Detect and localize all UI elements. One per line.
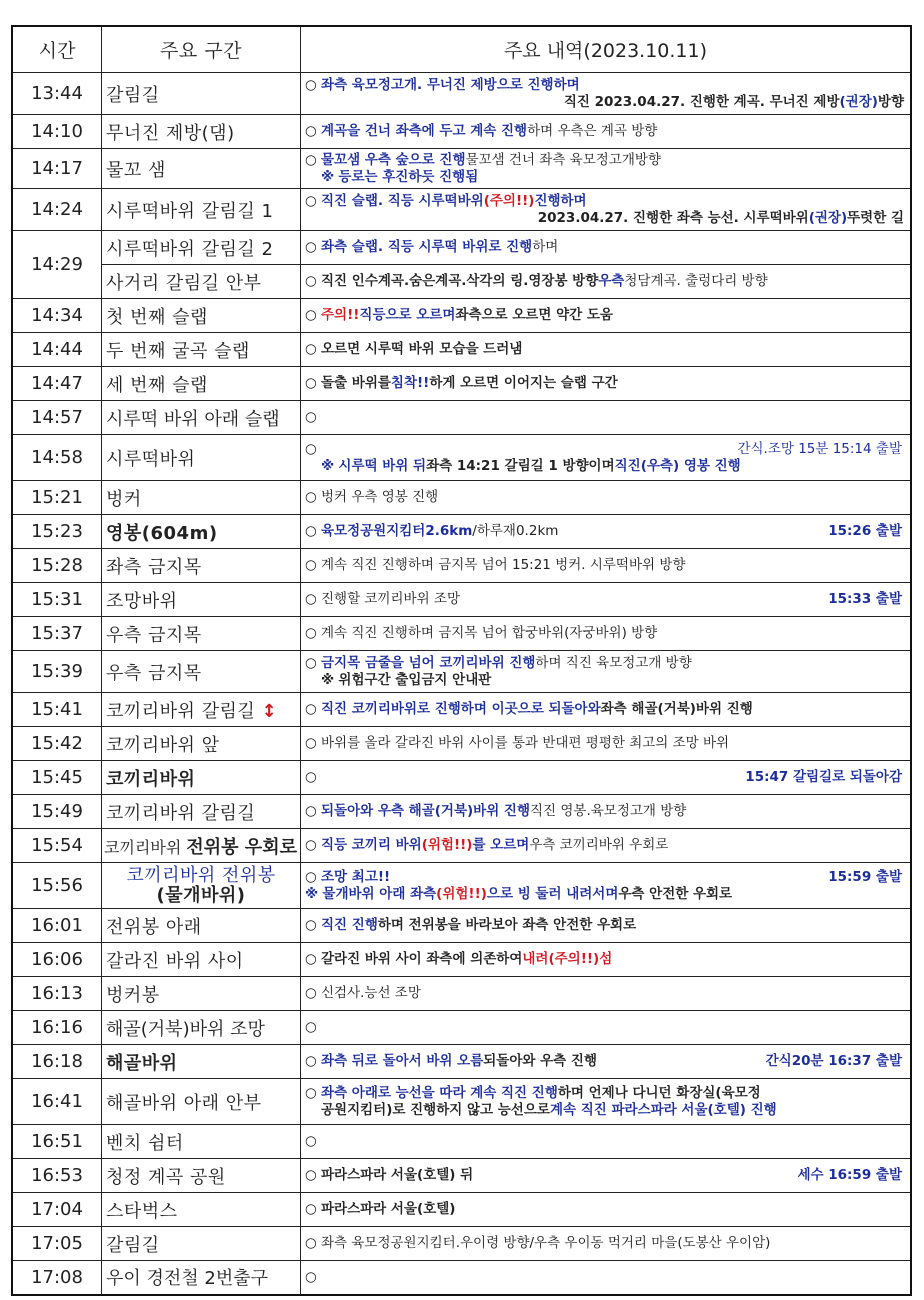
- table-row: [12, 909, 911, 943]
- circle-marker: ○: [305, 868, 317, 885]
- detail-cell: [301, 1125, 912, 1159]
- time-cell: 16:41: [12, 1079, 102, 1125]
- section-cell: 벙커봉: [102, 977, 301, 1011]
- table-row: [12, 367, 911, 401]
- detail-cell: [301, 583, 912, 617]
- detail-cell: [301, 115, 912, 149]
- time-cell: 14:24: [12, 189, 102, 231]
- detail-text: 간식.조망 15분 15:14 출발: [737, 440, 902, 457]
- detail-cell: [301, 401, 912, 435]
- detail-text: 15:59 출발: [828, 868, 902, 885]
- detail-text: 간식20분 16:37 출발: [765, 1053, 902, 1069]
- detail-cell: [301, 481, 912, 515]
- detail-text: 하게 오르면 이어지는 슬랩 구간: [429, 375, 618, 391]
- section-cell: 시루떡바위 갈림길 1: [102, 189, 301, 231]
- table-row: [12, 401, 911, 435]
- detail-cell: [301, 549, 912, 583]
- detail-cell: [301, 189, 912, 231]
- up-down-arrow-icon: ↕: [261, 700, 278, 722]
- time-cell: 15:23: [12, 515, 102, 549]
- detail-text: 좌측 육모정공원지킴터.우이령 방향/우측 우이동 먹거리 마을(도봉산 우이암): [321, 1235, 771, 1251]
- detail-text: (위험!!): [421, 837, 473, 853]
- section-cell: [102, 829, 301, 863]
- section-cell: 물꼬 샘: [102, 149, 301, 189]
- detail-text: 우측 안전한 우회로: [618, 885, 733, 902]
- detail-text: 주의!!: [321, 307, 360, 323]
- circle-marker: ○: [305, 917, 317, 933]
- time-cell: 14:47: [12, 367, 102, 401]
- detail-text: 우측 코끼리바위 우회로: [529, 837, 669, 853]
- time-cell: 14:58: [12, 435, 102, 481]
- time-cell: 16:01: [12, 909, 102, 943]
- detail-text: 좌측 뒤로 돌아서 바위 오름: [321, 1053, 484, 1069]
- section-cell: 좌측 금지목: [102, 549, 301, 583]
- table-row: [12, 617, 911, 651]
- time-cell: 15:45: [12, 761, 102, 795]
- detail-text: 물꼬샘 우측 숲으로 진행: [321, 151, 466, 168]
- section-label-bold: 전위봉 우회로: [186, 836, 297, 858]
- detail-text: 15:26 출발: [828, 523, 902, 539]
- detail-text: 좌측 14:21 갈림길 1 방향이며: [426, 457, 615, 474]
- table-row: [12, 1193, 911, 1227]
- detail-text: 진행할 코끼리바위 조망: [321, 591, 460, 607]
- time-cell: 15:41: [12, 693, 102, 727]
- detail-text: (권장): [808, 209, 848, 226]
- detail-text: 를 오르며: [472, 837, 530, 853]
- time-cell: 15:21: [12, 481, 102, 515]
- time-cell: 15:39: [12, 651, 102, 693]
- circle-marker: ○: [305, 341, 317, 357]
- circle-marker: ○: [305, 523, 317, 539]
- detail-text: 계곡을 건너 좌측에 두고 계속 진행: [321, 123, 528, 139]
- circle-marker: ○: [305, 273, 317, 289]
- section-cell: 세 번째 슬랩: [102, 367, 301, 401]
- detail-text: 직진 인수계곡.숨은계곡.삭각의 링.영장봉 방향: [321, 273, 599, 289]
- time-cell: 16:51: [12, 1125, 102, 1159]
- detail-text: 직진 영봉.육모정고개 방향: [530, 803, 687, 819]
- detail-cell: [301, 909, 912, 943]
- table-row: [12, 231, 911, 265]
- circle-marker: ○: [305, 1084, 317, 1101]
- table-row: [12, 583, 911, 617]
- section-cell: 우측 금지목: [102, 651, 301, 693]
- time-cell: 15:49: [12, 795, 102, 829]
- table-row: [12, 481, 911, 515]
- table-row: [12, 299, 911, 333]
- time-cell: 14:57: [12, 401, 102, 435]
- table-row: [12, 651, 911, 693]
- time-cell: 14:34: [12, 299, 102, 333]
- time-cell: 14:44: [12, 333, 102, 367]
- detail-text: 2023.04.27. 진행한 좌측 능선. 시루떡바위: [537, 209, 809, 226]
- section-cell: [102, 693, 301, 727]
- section-cell: 시루떡바위: [102, 435, 301, 481]
- circle-marker: ○: [305, 985, 317, 1001]
- section-cell: 시루떡바위 갈림길 2: [102, 231, 301, 265]
- detail-text: 계속 직진 진행하며 금지목 넘어 15:21 벙커. 시루떡바위 방향: [321, 557, 686, 573]
- detail-text: 파라스파라 서울(호텔) 뒤: [321, 1167, 474, 1183]
- circle-marker: ○: [305, 803, 317, 819]
- section-cell: 무너진 제방(댐): [102, 115, 301, 149]
- detail-cell: [301, 795, 912, 829]
- detail-cell: [301, 1261, 912, 1295]
- detail-cell: [301, 943, 912, 977]
- circle-marker: ○: [305, 239, 317, 255]
- circle-marker: ○: [305, 151, 317, 168]
- circle-marker: ○: [305, 192, 317, 209]
- table-row: [12, 693, 911, 727]
- detail-text: 직진 슬랩. 직등 시루떡바위: [321, 192, 484, 209]
- section-cell: 전위봉 아래: [102, 909, 301, 943]
- time-cell: 16:13: [12, 977, 102, 1011]
- section-cell: 해골바위 아래 안부: [102, 1079, 301, 1125]
- detail-text: 우측: [598, 273, 625, 289]
- detail-text: 파라스파라 서울(호텔): [321, 1201, 456, 1217]
- detail-cell: [301, 863, 912, 909]
- table-row: [12, 727, 911, 761]
- section-label-sub: (물개바위): [156, 884, 246, 906]
- note-marker: ※: [321, 168, 335, 185]
- circle-marker: ○: [305, 1133, 317, 1149]
- circle-marker: ○: [305, 76, 317, 93]
- circle-marker: ○: [305, 489, 317, 505]
- detail-cell: [301, 299, 912, 333]
- table-row: [12, 265, 911, 299]
- section-cell: 갈림길: [102, 1227, 301, 1261]
- section-cell: 조망바위: [102, 583, 301, 617]
- detail-cell: [301, 829, 912, 863]
- circle-marker: ○: [305, 654, 317, 671]
- detail-cell: [301, 515, 912, 549]
- detail-text: 진행하며: [534, 192, 587, 209]
- time-cell: 15:56: [12, 863, 102, 909]
- time-cell: 14:29: [12, 231, 102, 299]
- detail-cell: [301, 1079, 912, 1125]
- time-cell: 17:04: [12, 1193, 102, 1227]
- detail-text: 으로 빙 둘러 내려서며: [486, 885, 619, 902]
- circle-marker: ○: [305, 1167, 317, 1183]
- detail-text: 계속 직진 파라스파라 서울(호텔) 진행: [549, 1101, 777, 1118]
- section-cell: 코끼리바위 앞: [102, 727, 301, 761]
- table-row: [12, 1045, 911, 1079]
- section-label: 코끼리바위 갈림길: [106, 700, 256, 722]
- table-row: [12, 863, 911, 909]
- detail-cell: [301, 149, 912, 189]
- detail-text: 침착!!: [390, 375, 430, 391]
- detail-text: 직등으로 오르며: [359, 307, 456, 323]
- detail-cell: [301, 333, 912, 367]
- detail-cell: [301, 1011, 912, 1045]
- time-cell: 17:05: [12, 1227, 102, 1261]
- table-row: [12, 1011, 911, 1045]
- section-cell: 첫 번째 슬랩: [102, 299, 301, 333]
- detail-text: 공원지킴터)로 진행하지 않고 능선으로: [321, 1101, 550, 1118]
- detail-text: 하며 직진 육모정고개 방향: [535, 654, 692, 671]
- detail-text: /하루재0.2km: [472, 523, 559, 539]
- detail-cell: [301, 1193, 912, 1227]
- header-detail: 주요 내역(2023.10.11): [301, 26, 912, 73]
- circle-marker: ○: [305, 769, 317, 785]
- table-row: [12, 435, 911, 481]
- detail-text: 15:47 갈림길로 되돌아감: [745, 769, 902, 785]
- circle-marker: ○: [305, 1201, 317, 1217]
- section-cell: 우이 경전철 2번출구: [102, 1261, 301, 1295]
- circle-marker: ○: [305, 1019, 317, 1035]
- detail-text: 물개바위 아래 좌측: [322, 885, 437, 902]
- detail-text: 하며: [532, 239, 559, 255]
- time-cell: 13:44: [12, 73, 102, 115]
- detail-cell: [301, 761, 912, 795]
- section-cell: 갈림길: [102, 73, 301, 115]
- header-section: 주요 구간: [102, 26, 301, 73]
- detail-cell: [301, 977, 912, 1011]
- section-cell: 해골바위: [102, 1045, 301, 1079]
- detail-text: 직진 2023.04.27. 진행한 계곡. 무너진 제방: [563, 93, 840, 110]
- circle-marker: ○: [305, 375, 317, 391]
- detail-text: 청담계곡. 출렁다리 방향: [624, 273, 768, 289]
- header-row: [12, 26, 911, 73]
- circle-marker: ○: [305, 701, 317, 717]
- time-cell: 16:53: [12, 1159, 102, 1193]
- table-row: [12, 1079, 911, 1125]
- table-row: [12, 149, 911, 189]
- time-cell: 16:06: [12, 943, 102, 977]
- detail-text: 좌측 아래로 능선을 따라 계속 직진 진행: [321, 1084, 558, 1101]
- detail-text: 직진(우측) 영봉 진행: [614, 457, 741, 474]
- detail-text: 방향: [877, 93, 904, 110]
- detail-text: 좌측으로 오르면 약간 도움: [455, 307, 613, 323]
- circle-marker: ○: [305, 625, 317, 641]
- detail-cell: [301, 727, 912, 761]
- detail-text: 조망 최고!!: [321, 868, 391, 885]
- time-cell: 16:18: [12, 1045, 102, 1079]
- table-row: [12, 1227, 911, 1261]
- table-row: [12, 943, 911, 977]
- section-cell: 사거리 갈림길 안부: [102, 265, 301, 299]
- detail-cell: [301, 435, 912, 481]
- table-row: [12, 1261, 911, 1295]
- detail-cell: [301, 231, 912, 265]
- section-cell: 벤치 쉼터: [102, 1125, 301, 1159]
- detail-text: 직등 코끼리 바위: [321, 837, 422, 853]
- detail-text: 육모정공원지킴터2.6km: [321, 523, 473, 539]
- circle-marker: ○: [305, 440, 317, 457]
- time-cell: 15:31: [12, 583, 102, 617]
- section-cell: 스타벅스: [102, 1193, 301, 1227]
- detail-text: 오르면 시루떡 바위 모습을 드러냄: [321, 341, 523, 357]
- circle-marker: ○: [305, 735, 317, 751]
- circle-marker: ○: [305, 1053, 317, 1069]
- table-row: [12, 1125, 911, 1159]
- detail-text: 벙커 우측 영봉 진행: [321, 489, 439, 505]
- detail-text: 하며 우측은 계곡 방향: [527, 123, 658, 139]
- detail-text: 좌측 슬랩. 직등 시루떡 바위로 진행: [321, 239, 533, 255]
- detail-text: 15:33 출발: [828, 591, 902, 607]
- detail-text: 직진 진행: [321, 917, 378, 933]
- time-cell: 14:10: [12, 115, 102, 149]
- table-row: [12, 333, 911, 367]
- circle-marker: ○: [305, 1268, 317, 1285]
- detail-cell: [301, 617, 912, 651]
- time-cell: 17:08: [12, 1261, 102, 1295]
- section-cell: 영봉(604m): [102, 515, 301, 549]
- section-cell: 두 번째 굴곡 슬랩: [102, 333, 301, 367]
- detail-cell: [301, 265, 912, 299]
- circle-marker: ○: [305, 123, 317, 139]
- detail-text: 금지목 금줄을 넘어 코끼리바위 진행: [321, 654, 536, 671]
- section-cell: 시루떡 바위 아래 슬랩: [102, 401, 301, 435]
- section-cell: 청정 계곡 공원: [102, 1159, 301, 1193]
- circle-marker: ○: [305, 951, 317, 967]
- section-cell: 갈라진 바위 사이: [102, 943, 301, 977]
- section-cell: 코끼리바위 갈림길: [102, 795, 301, 829]
- detail-cell: [301, 693, 912, 727]
- detail-text: 되돌아와 우측 해골(거북)바위 진행: [321, 803, 531, 819]
- detail-text: 바위를 올라 갈라진 바위 사이를 통과 반대편 평평한 최고의 조망 바위: [321, 735, 730, 751]
- time-cell: 15:37: [12, 617, 102, 651]
- course-log-table: [11, 25, 912, 1296]
- table-row: [12, 1159, 911, 1193]
- detail-text: (권장): [839, 93, 878, 110]
- detail-text: 하며 전위봉을 바라보아 좌측 안전한 우회로: [377, 917, 637, 933]
- detail-text: 돌출 바위를: [321, 375, 391, 391]
- time-cell: 15:28: [12, 549, 102, 583]
- detail-cell: [301, 367, 912, 401]
- detail-cell: [301, 1045, 912, 1079]
- detail-cell: [301, 1227, 912, 1261]
- detail-text: 물꼬샘 건너 좌측 육모정고개방향: [465, 151, 661, 168]
- table-row: [12, 189, 911, 231]
- detail-cell: [301, 73, 912, 115]
- circle-marker: ○: [305, 837, 317, 853]
- table-row: [12, 115, 911, 149]
- detail-text: 직진 코끼리바위로 진행하며 이곳으로 되돌아와: [321, 701, 601, 717]
- section-cell: 벙커: [102, 481, 301, 515]
- table-row: [12, 73, 911, 115]
- detail-text: 내려(주의!!)섬: [522, 951, 613, 967]
- section-label: 코끼리바위: [104, 837, 187, 857]
- detail-text: 좌측 육모정고개. 무너진 제방으로 진행하며: [321, 76, 580, 93]
- circle-marker: ○: [305, 557, 317, 573]
- detail-cell: [301, 651, 912, 693]
- detail-text: 시루떡 바위 뒤: [338, 457, 427, 474]
- detail-text: 좌측 해골(거북)바위 진행: [600, 701, 753, 717]
- section-cell: [102, 863, 301, 909]
- circle-marker: ○: [305, 307, 317, 323]
- detail-cell: [301, 1159, 912, 1193]
- note-marker: ※: [305, 885, 319, 902]
- table-row: [12, 829, 911, 863]
- circle-marker: ○: [305, 591, 317, 607]
- circle-marker: ○: [305, 409, 317, 425]
- table-row: [12, 549, 911, 583]
- section-cell: 코끼리바위: [102, 761, 301, 795]
- time-cell: 14:17: [12, 149, 102, 189]
- detail-text: 계속 직진 진행하며 금지목 넘어 합궁바위(자궁바위) 방향: [321, 625, 658, 641]
- detail-text: 세수 16:59 출발: [797, 1167, 902, 1183]
- time-cell: 16:16: [12, 1011, 102, 1045]
- table-row: [12, 977, 911, 1011]
- detail-text: 뚜렷한 길: [847, 209, 904, 226]
- detail-text: 등로는 후진하듯 진행됨: [338, 168, 479, 185]
- section-cell: 우측 금지목: [102, 617, 301, 651]
- section-cell: 해골(거북)바위 조망: [102, 1011, 301, 1045]
- section-label: 코끼리바위 전위봉: [126, 864, 276, 886]
- detail-text: 갈라진 바위 사이 좌측에 의존하여: [321, 951, 523, 967]
- table-row: [12, 761, 911, 795]
- note-marker: ※: [321, 457, 335, 474]
- circle-marker: ○: [305, 1235, 317, 1251]
- detail-text: 위험구간 출입금지 안내판: [338, 671, 492, 688]
- detail-text: 신검사.능선 조망: [321, 985, 421, 1001]
- note-marker: ※: [321, 671, 335, 688]
- time-cell: 15:54: [12, 829, 102, 863]
- detail-text: 하며 언제나 다니던 화장실(육모정: [557, 1084, 761, 1101]
- table-row: [12, 515, 911, 549]
- detail-text: (주의!!): [483, 192, 535, 209]
- header-time: 시간: [12, 26, 102, 73]
- detail-text: (위험!!): [436, 885, 487, 902]
- time-cell: 15:42: [12, 727, 102, 761]
- table-row: [12, 795, 911, 829]
- detail-text: 되돌아와 우측 진행: [483, 1053, 597, 1069]
